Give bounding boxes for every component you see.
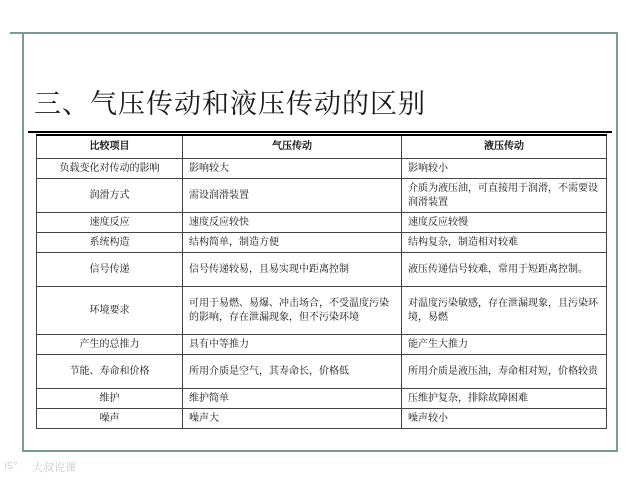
table-row bbox=[37, 253, 607, 287]
row-item-cell: 系统构造 bbox=[37, 233, 183, 253]
table-header-row bbox=[37, 135, 607, 159]
hydraulic-cell: 速度反应较慢 bbox=[402, 213, 607, 233]
table-row bbox=[37, 409, 607, 429]
header-compare-item: 比较项目 bbox=[37, 135, 183, 159]
pneumatic-cell: 可用于易燃、易爆、冲击场合，不受温度污染的影响，存在泄漏现象，但不污染环境 bbox=[183, 287, 402, 335]
hydraulic-cell: 介质为液压油，可直接用于润滑，不需要设润滑装置 bbox=[402, 179, 607, 213]
watermark bbox=[4, 459, 124, 475]
pneumatic-cell: 具有中等推力 bbox=[183, 335, 402, 355]
hydraulic-cell: 对温度污染敏感，存在泄漏现象，且污染环境，易燃 bbox=[402, 287, 607, 335]
pneumatic-cell: 维护简单 bbox=[183, 389, 402, 409]
pneumatic-cell: 结构简单，制造方便 bbox=[183, 233, 402, 253]
pneumatic-cell: 影响较大 bbox=[183, 159, 402, 179]
hydraulic-cell: 压维护复杂，排除故障困难 bbox=[402, 389, 607, 409]
slide-title: 三、气压传动和液压传动的区别 bbox=[34, 89, 426, 120]
row-item-cell: 维护 bbox=[37, 389, 183, 409]
row-item-cell: 信号传递 bbox=[37, 253, 183, 287]
hydraulic-cell: 能产生大推力 bbox=[402, 335, 607, 355]
watermark-logo-icon: iS° bbox=[4, 461, 19, 472]
table-row bbox=[37, 389, 607, 409]
pneumatic-cell: 所用介质是空气，其寿命长，价格低 bbox=[183, 355, 402, 389]
table-row bbox=[37, 179, 607, 213]
pneumatic-cell: 噪声大 bbox=[183, 409, 402, 429]
table-row bbox=[37, 159, 607, 179]
header-hydraulic: 液压传动 bbox=[402, 135, 607, 159]
row-item-cell: 节能、寿命和价格 bbox=[37, 355, 183, 389]
hydraulic-cell: 液压传递信号较难，常用于短距离控制。 bbox=[402, 253, 607, 287]
table-row bbox=[37, 233, 607, 253]
table-row bbox=[37, 335, 607, 355]
row-item-cell: 环境要求 bbox=[37, 287, 183, 335]
header-pneumatic: 气压传动 bbox=[183, 135, 402, 159]
hydraulic-cell: 噪声较小 bbox=[402, 409, 607, 429]
row-item-cell: 润滑方式 bbox=[37, 179, 183, 213]
pneumatic-cell: 速度反应较快 bbox=[183, 213, 402, 233]
row-item-cell: 负载变化对传动的影响 bbox=[37, 159, 183, 179]
table-row bbox=[37, 287, 607, 335]
hydraulic-cell: 结构复杂，制造相对较难 bbox=[402, 233, 607, 253]
row-item-cell: 产生的总推力 bbox=[37, 335, 183, 355]
pneumatic-cell: 信号传递较易，且易实现中距离控制 bbox=[183, 253, 402, 287]
title-underline bbox=[28, 131, 612, 133]
watermark-text: 大叔说课 bbox=[32, 461, 76, 474]
hydraulic-cell: 所用介质是液压油，寿命相对短，价格较贵 bbox=[402, 355, 607, 389]
comparison-table bbox=[36, 134, 607, 429]
hydraulic-cell: 影响较小 bbox=[402, 159, 607, 179]
row-item-cell: 速度反应 bbox=[37, 213, 183, 233]
table-row bbox=[37, 213, 607, 233]
table-row bbox=[37, 355, 607, 389]
pneumatic-cell: 需设润滑装置 bbox=[183, 179, 402, 213]
row-item-cell: 噪声 bbox=[37, 409, 183, 429]
